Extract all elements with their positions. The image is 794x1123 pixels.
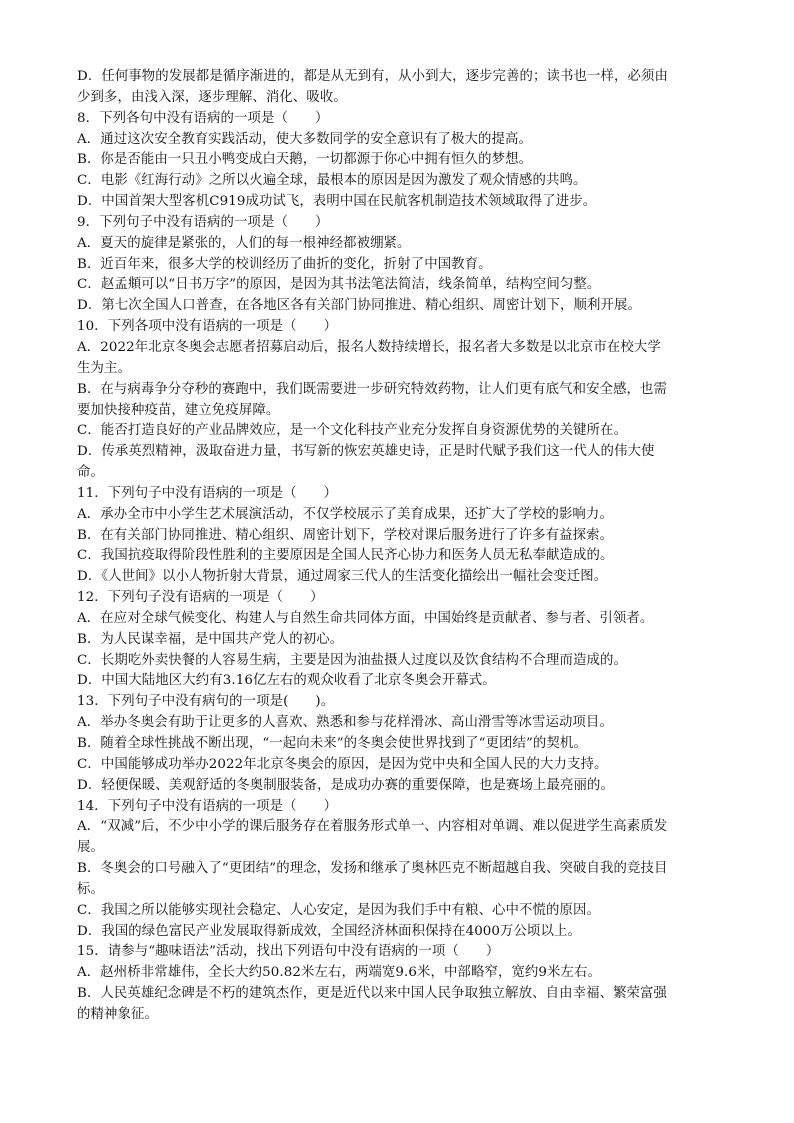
option-line: A．夏天的旋律是紧张的，人们的每一根神经都被绷紧。 (77, 235, 411, 251)
option-line: A．承办全市中小学生艺术展演活动，不仅学校展示了美育成果，还扩大了学校的影响力。 (77, 506, 613, 522)
question-stem: 15．请参与“趣味语法”活动，找出下列语句中没有语病的一项（ ） (77, 944, 500, 960)
option-line: D．中国大陆地区大约有3.16亿左右的观众收看了北京冬奥会开幕式。 (77, 673, 496, 689)
question-stem: 11．下列句子中没有语病的一项是（ ） (77, 485, 338, 501)
option-line: A．在应对全球气候变化、构建人与自然生命共同体方面，中国始终是贡献者、参与者、引领者。 (77, 610, 654, 626)
option-line: C．我国之所以能够实现社会稳定、人心安定，是因为我们手中有粮、心中不慌的原因。 (77, 902, 600, 918)
option-line: B．为人民谋幸福，是中国共产党人的初心。 (77, 631, 344, 647)
option-line: C．长期吃外卖快餐的人容易生病，主要是因为油盐摄人过度以及饮食结构不合理而造成的。 (77, 652, 627, 668)
question-stem: 9．下列句子中没有语病的一项是（ ） (77, 214, 329, 230)
option-line: B．人民英雄纪念碑是不朽的建筑杰作，更是近代以来中国人民争取独立解放、自由幸福、繁荣富强 (77, 986, 668, 1002)
option-line: C．能否打造良好的产业品牌效应，是一个文化科技产业充分发挥自身资源优势的关键所在。 (77, 423, 627, 439)
option-line: B．近百年来，很多大学的校训经历了曲折的变化，折射了中国教育。 (77, 256, 492, 272)
option-line: 生为主。 (77, 360, 131, 376)
option-line: D．第七次全国人口普查，在各地区各有关部门协同推进、精心组织、周密计划下，顺利开展。 (77, 298, 641, 314)
question-stem: 8．下列各句中没有语病的一项是（ ） (77, 110, 329, 126)
option-line: D．传承英烈精神，汲取奋进力量，书写新的恢宏英雄史诗，正是时代赋予我们这一代人的伟大使 (77, 444, 655, 460)
question-stem: 14．下列句子中没有语病的一项是（ ） (77, 798, 338, 814)
option-line: 展。 (77, 840, 104, 856)
option-line: A．通过这次安全教育实践活动，使大多数同学的安全意识有了极大的提高。 (77, 131, 532, 147)
option-line: C．电影《红海行动》之所以火遍全球，最根本的原因是因为激发了观众情感的共鸣。 (77, 173, 587, 189)
option-line: B．在有关部门协同推进、精心组织、周密计划下，学校对课后服务进行了许多有益探索。 (77, 527, 614, 543)
option-line: 命。 (77, 465, 104, 481)
option-line: B．随着全球性挑战不断出现，“一起向未来”的冬奥会使世界找到了“更团结”的契机。 (77, 736, 587, 751)
option-line: 要加快接种疫苗，建立免疫屏障。 (77, 402, 280, 418)
option-line: C．赵孟頫可以“日书万字”的原因，是因为其书法笔法简洁，线条简单，结构空间匀整。 (77, 277, 601, 293)
option-line: B．在与病毒争分夺秒的赛跑中，我们既需要进一步研究特效药物，让人们更有底气和安全感，也需 (77, 381, 668, 397)
option-line: C．我国抗疫取得阶段性胜利的主要原因是全国人民齐心协力和医务人员无私奉献造成的。 (77, 548, 614, 564)
option-line: D．轻便保暖、美观舒适的冬奥制服装备，是成功办赛的重要保障，也是赛场上最亮丽的。 (77, 777, 614, 793)
question-stem: 13．下列句子中没有病句的一项是( )。 (77, 694, 335, 710)
option-line: A．赵州桥非常雄伟，全长大约50.82米左右，两端宽9.6米，中部略窄，宽约9米左右。 (77, 965, 602, 981)
option-line: A．“双减”后，不少中小学的课后服务存在着服务形式单一、内容相对单调、难以促进学生高素质发 (77, 819, 668, 835)
question-text (77, 67, 717, 1026)
option-line: A．举办冬奥会有助于让更多的人喜欢、熟悉和参与花样滑冰、高山滑雪等冰雪运动项目。 (77, 715, 613, 731)
option-line: A．2022年北京冬奥会志愿者招募启动后，报名人数持续增长，报名者大多数是以北京市在校大学 (77, 339, 661, 355)
question-stem: 10．下列各项中没有语病的一项是（ ） (77, 319, 338, 335)
option-line: 的精神象征。 (77, 1006, 158, 1022)
option-line: D．我国的绿色富民产业发展取得新成效，全国经济林面积保持在4000万公顷以上。 (77, 923, 581, 939)
option-line: C．中国能够成功举办2022年北京冬奥会的原因，是因为党中央和全国人民的大力支持。 (77, 756, 608, 772)
option-line: B．你是否能由一只丑小鸭变成白天鹅，一切都源于你心中拥有恒久的梦想。 (77, 152, 533, 168)
text-line: 少到多，由浅入深，逐步理解、消化、吸收。 (77, 89, 347, 105)
option-line: 标。 (77, 881, 104, 897)
text-line: D．任何事物的发展都是循序渐进的，都是从无到有，从小到大，逐步完善的；读书也一样，必须由 (77, 69, 668, 84)
question-stem: 12．下列句子没有语病的一项是（ ） (77, 590, 324, 606)
option-line: D．中国首架大型客机C919成功试飞，表明中国在民航客机制造技术领域取得了进步。 (77, 194, 597, 210)
option-line: B．冬奥会的口号融入了“更团结”的理念，发扬和继承了奥林匹克不断超越自我、突破自我的竞技目 (77, 861, 668, 877)
option-line: D．《人世间》以小人物折射大背景，通过周家三代人的生活变化描绘出一幅社会变迁图。 (77, 569, 608, 585)
